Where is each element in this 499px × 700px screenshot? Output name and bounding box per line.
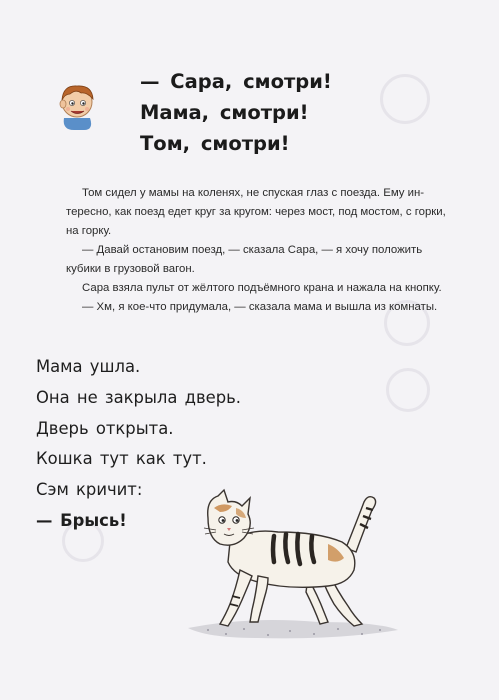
story-paragraph-4: — Хм, я кое-что придумала, — сказала мама и вышла из комнаты. bbox=[82, 301, 438, 313]
story-text bbox=[66, 184, 448, 317]
show-through-circle bbox=[386, 368, 430, 412]
show-through-circle bbox=[380, 74, 430, 124]
reader-line-4: Кошка тут как тут. bbox=[36, 449, 207, 469]
cat-illustration bbox=[178, 488, 410, 646]
header-line-3: Том, смотри! bbox=[140, 132, 290, 155]
story-paragraph-1: Том сидел у мамы на коленях, не спуская глаз с поезда. Ему интересно, как поезд едет круг за кругом: через мост, под мостом, с горки, на горку. bbox=[66, 187, 446, 237]
reader-line-1: Мама ушла. bbox=[36, 357, 141, 376]
header-line-2: Мама, смотри! bbox=[140, 101, 309, 124]
reader-line-3: Дверь открыта. bbox=[36, 418, 174, 438]
story-paragraph-3: Сара взяла пульт от жёлтого подъёмного крана и нажала на кнопку. bbox=[82, 282, 442, 294]
story-paragraph-2: — Давай остановим поезд, — сказала Сара, — я хочу положить кубики в грузовой вагон. bbox=[66, 244, 423, 275]
reader-line-6: — Брысь! bbox=[36, 510, 127, 530]
header-line-1: — Сара, смотри! bbox=[140, 70, 332, 93]
boy-face-icon bbox=[54, 80, 100, 130]
dialogue-header bbox=[140, 66, 332, 159]
reader-line-5: Сэм кричит: bbox=[36, 480, 143, 500]
reader-line-2: Она не закрыла дверь. bbox=[36, 387, 241, 407]
